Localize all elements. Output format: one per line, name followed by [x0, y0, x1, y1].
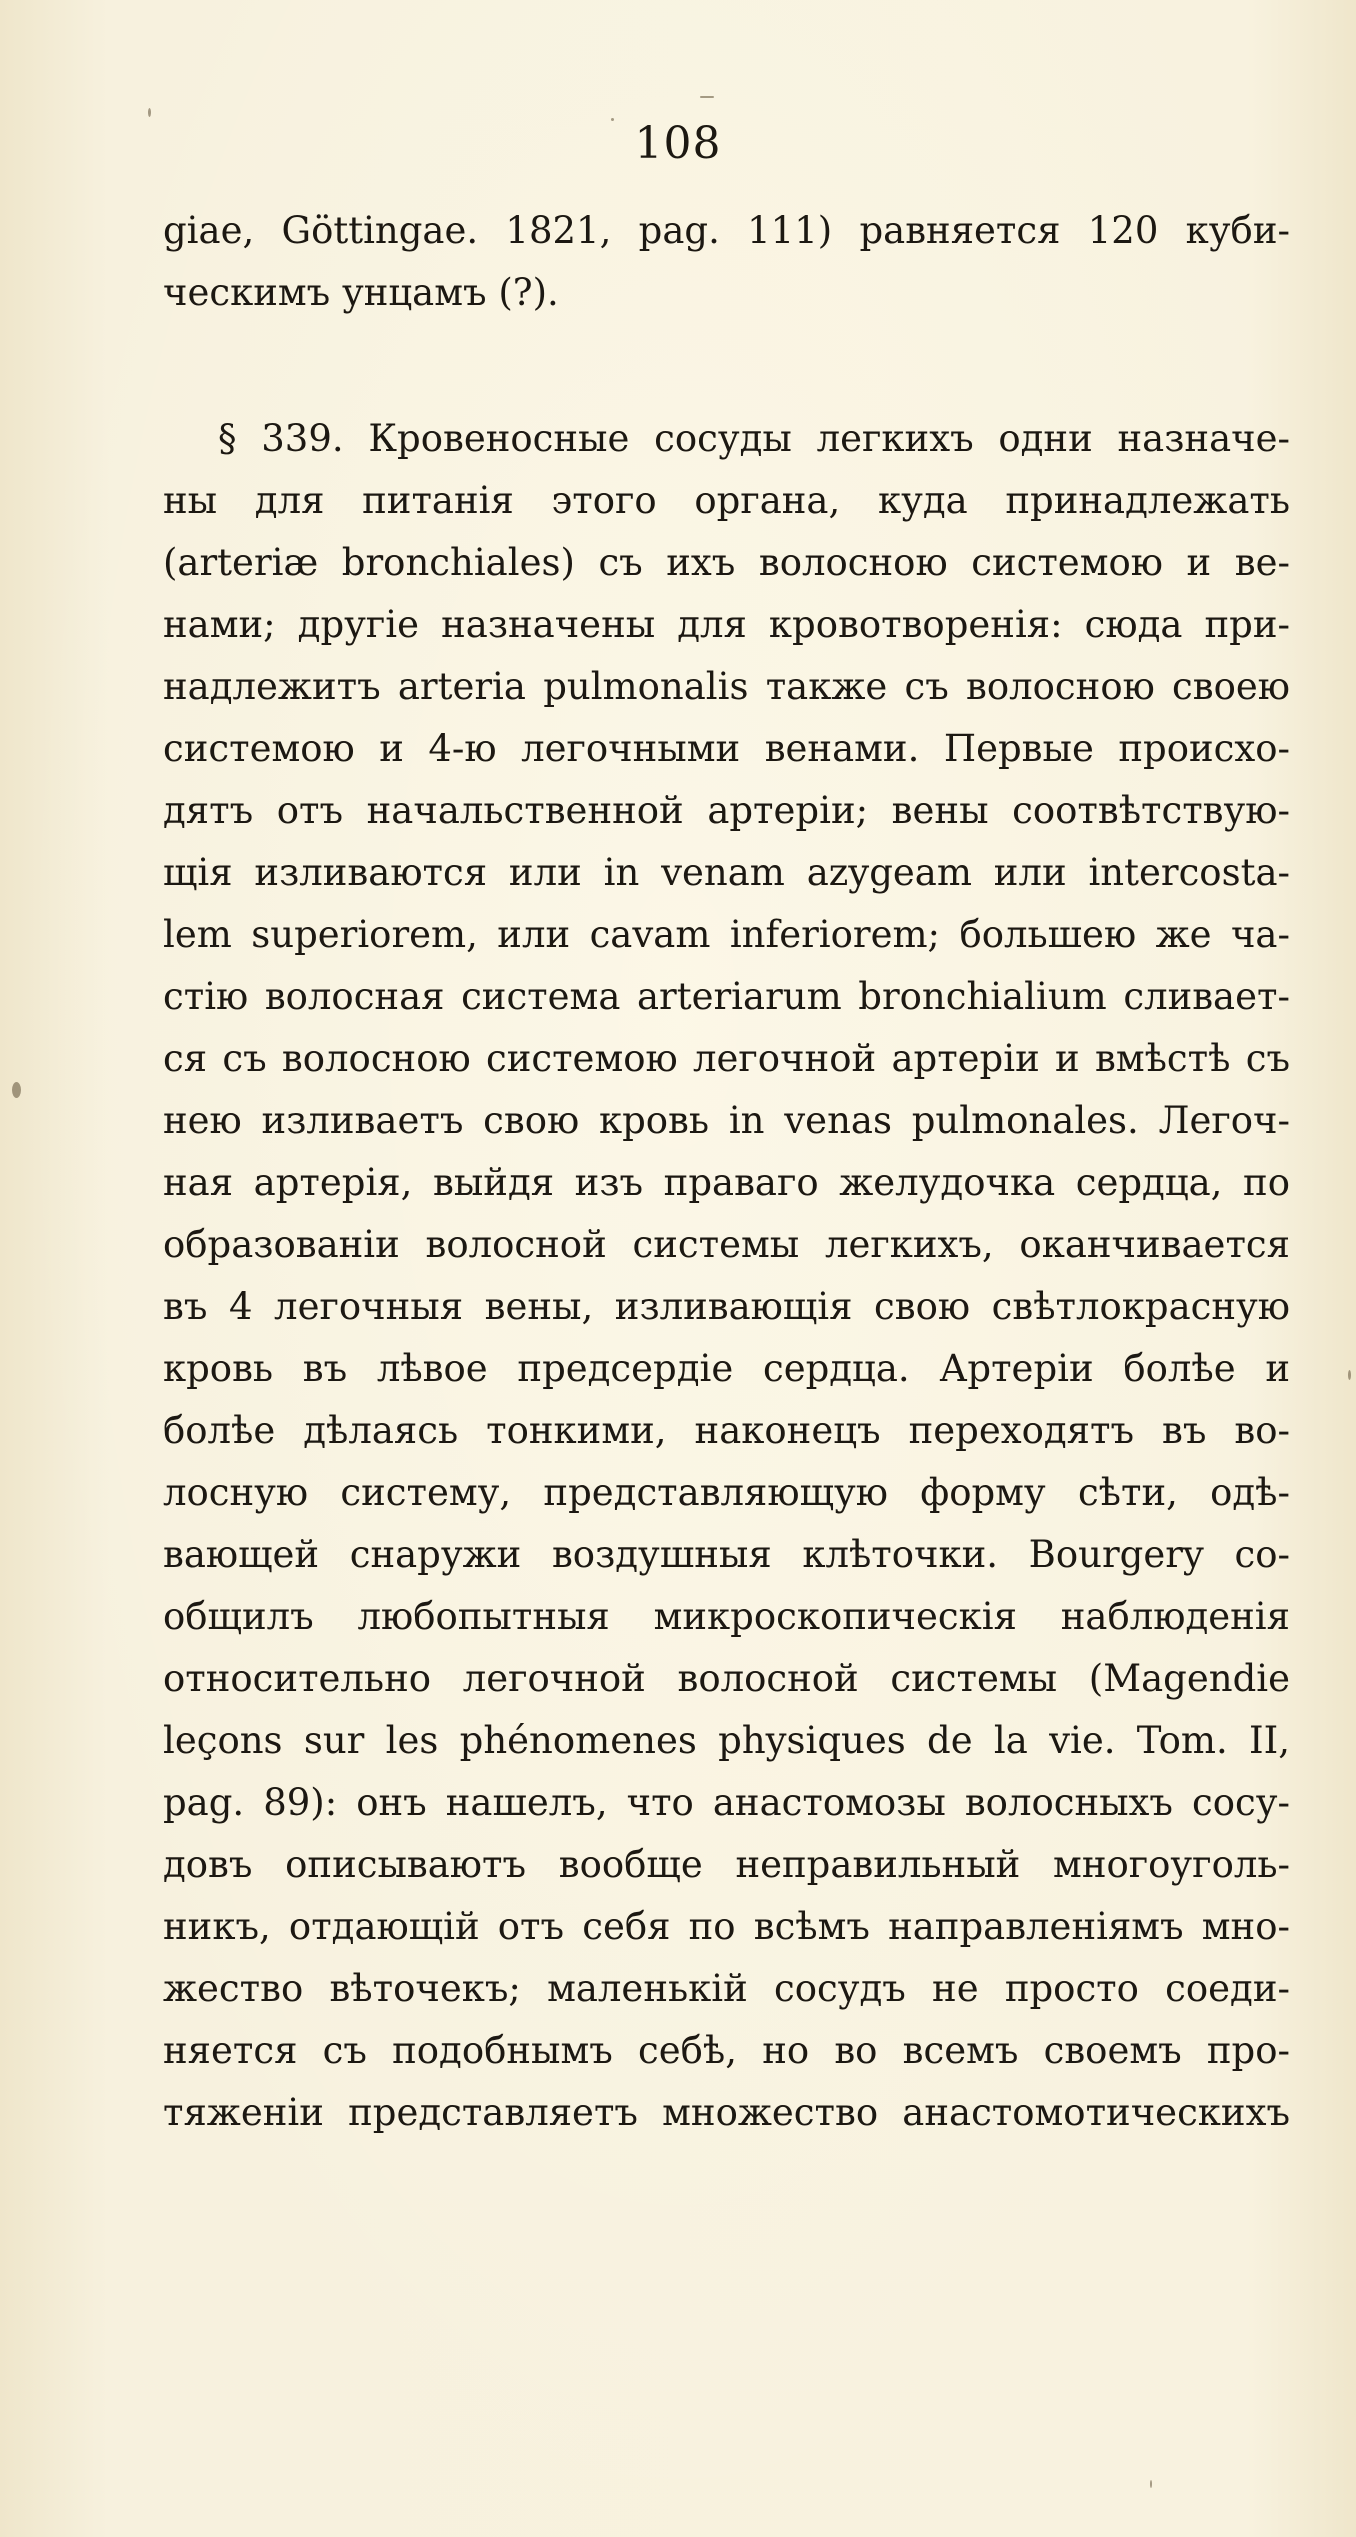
text-line: жество вѣточекъ; маленькій сосудъ не просто соеди- [163, 1967, 1290, 2010]
text-line: leçons sur les phénomenes physiques de la vie. Tom. II, [163, 1719, 1290, 1762]
text-line: болѣе дѣлаясь тонкими, наконецъ переходятъ въ во- [163, 1409, 1290, 1452]
paper-speck [611, 118, 614, 121]
text-line: нами; другіе назначены для кровотворенія: сюда при- [163, 603, 1290, 646]
text-line: giae, Göttingae. 1821, pag. 111) равняется 120 куби- [163, 209, 1290, 252]
paragraph-continuation [163, 200, 1290, 324]
text-line: тяженіи представляетъ множество анастомотическихъ [163, 2091, 1290, 2134]
text-line: нею изливаетъ свою кровь in venas pulmonales. Легоч- [163, 1099, 1290, 1142]
body-text [163, 200, 1290, 2144]
text-line: няется съ подобнымъ себѣ, но во всемъ своемъ про- [163, 2029, 1290, 2072]
paper-speck [1348, 1370, 1351, 1380]
text-line: щія изливаются или in venam azygeam или intercosta- [163, 851, 1290, 894]
text-line: ся съ волосною системою легочной артеріи и вмѣстѣ съ [163, 1037, 1290, 1080]
text-line: кровь въ лѣвое предсердіе сердца. Артеріи болѣе и [163, 1347, 1290, 1390]
text-line: лосную систему, представляющую форму сѣти, одѣ- [163, 1471, 1290, 1514]
text-line: дятъ отъ начальственной артеріи; вены соотвѣтствую- [163, 789, 1290, 832]
text-line: въ 4 легочныя вены, изливающія свою свѣтлокрасную [163, 1285, 1290, 1328]
text-line: довъ описываютъ вообще неправильный многоуголь- [163, 1843, 1290, 1886]
paper-speck [12, 1082, 21, 1098]
paragraph-gap [163, 324, 1290, 408]
text-line: (arteriæ bronchiales) съ ихъ волосною системою и ве- [163, 541, 1290, 584]
paper-speck [700, 96, 714, 98]
text-line: стію волосная система arteriarum bronchialium сливает- [163, 975, 1290, 1018]
text-line: pag. 89): онъ нашелъ, что анастомозы волосныхъ сосу- [163, 1781, 1290, 1824]
text-line: ны для питанія этого органа, куда принадлежать [163, 479, 1290, 522]
text-line: ческимъ унцамъ (?). [163, 271, 559, 314]
paragraph-section-339 [163, 408, 1290, 2144]
text-line: вающей снаружи воздушныя клѣточки. Bourgery со- [163, 1533, 1290, 1576]
text-line: общилъ любопытныя микроскопическія наблюденія [163, 1595, 1290, 1638]
text-line: относительно легочной волосной системы (Magendie [163, 1657, 1290, 1700]
text-line: никъ, отдающій отъ себя по всѣмъ направленіямъ мно- [163, 1905, 1290, 1948]
paper-speck [148, 108, 151, 117]
text-line: § 339. Кровеносные сосуды легкихъ одни назначе- [218, 417, 1290, 460]
text-line: образованіи волосной системы легкихъ, оканчивается [163, 1223, 1290, 1266]
text-line: системою и 4-ю легочными венами. Первые происхо- [163, 727, 1290, 770]
text-line: ная артерія, выйдя изъ праваго желудочка сердца, по [163, 1161, 1290, 1204]
text-line: lem superiorem, или cavam inferiorem; большею же ча- [163, 913, 1290, 956]
paper-speck [1150, 2480, 1152, 2488]
text-line: надлежитъ arteria pulmonalis также съ волосною своею [163, 665, 1290, 708]
page-number: 108 [634, 118, 722, 169]
